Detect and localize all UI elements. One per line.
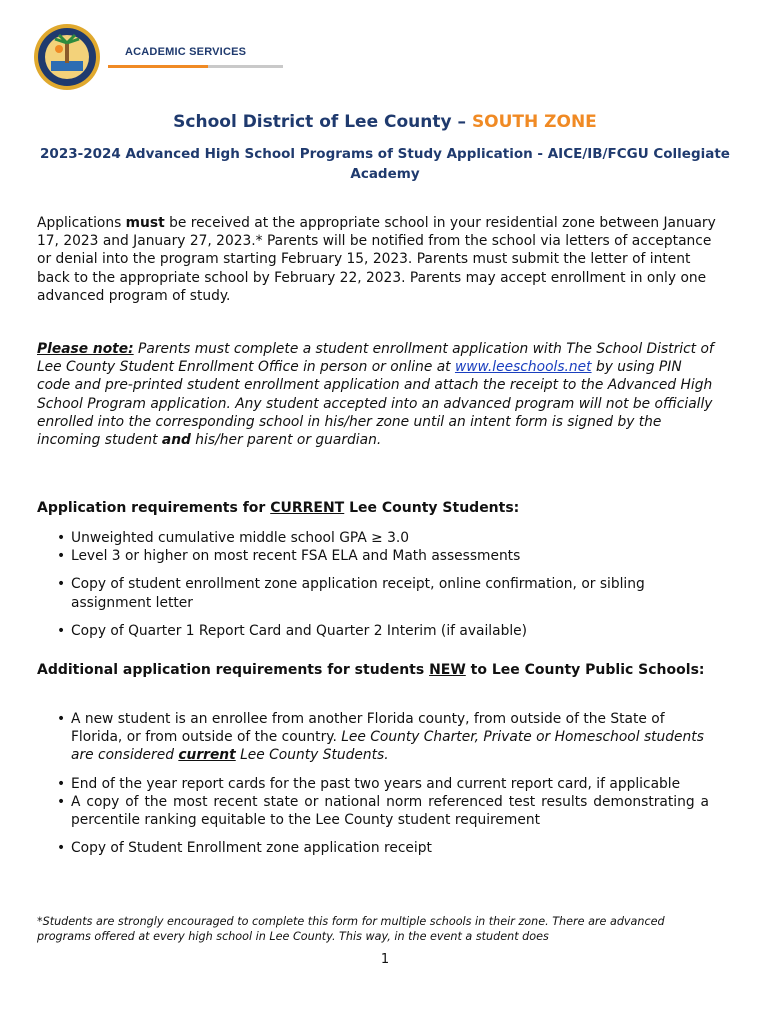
- note-label: Please note:: [37, 341, 134, 357]
- list-item: • Copy of Quarter 1 Report Card and Quarter 2 Interim (if available): [37, 622, 709, 640]
- footnote: *Students are strongly encouraged to complete this form for multiple schools in their zone. There are advanced programs offered at every high school in Lee County. This way, in the event a student does: [37, 915, 665, 943]
- list-item: • Copy of student enrollment zone application receipt, online confirmation, or sibling assignment letter: [37, 575, 709, 611]
- title-zone: SOUTH ZONE: [471, 112, 597, 132]
- list-item: • A copy of the most recent state or national norm referenced test results demonstrating a percentile ranking equitable to the Lee County student requirement: [37, 793, 709, 829]
- leeschools-link[interactable]: www.leeschools.net: [454, 359, 592, 376]
- page-number: 1: [380, 952, 390, 967]
- list-item: • End of the year report cards for the past two years and current report card, if applicable: [37, 775, 709, 793]
- header: [30, 20, 270, 95]
- list-item: • A new student is an enrollee from another Florida county, from outside of the State of Florida, or from outside of the country. Lee County Charter, Private or Homeschool students are considered current Lee County Students.: [37, 710, 709, 765]
- new-requirements-list: [37, 710, 709, 857]
- page-subtitle: 2023-2024 Advanced High School Programs of Study Application - AICE/IB/FCGU Collegiate Academy: [40, 146, 730, 182]
- current-students-heading: Application requirements for CURRENT Lee County Students:: [37, 500, 520, 516]
- note-paragraph: Please note: Parents must complete a student enrollment application with The School District of Lee County Student Enrollment Office in person or online at www.leeschools.net by using PIN code and pre-printed student enrollment application and attach the receipt to the Advanced High School Program application. Any student accepted into an advanced program will not be officially enrolled into the corresponding school in his/her zone until an intent form is signed by the incoming student and his/her parent or guardian.: [37, 341, 714, 449]
- list-item: • Copy of Student Enrollment zone application receipt: [37, 839, 709, 857]
- district-seal-logo: [33, 23, 101, 91]
- list-item: • Level 3 or higher on most recent FSA ELA and Math assessments: [37, 547, 709, 565]
- current-requirements-list: [37, 529, 709, 640]
- academic-services-title: ACADEMIC SERVICES: [125, 46, 247, 58]
- title-district: School District of Lee County –: [173, 112, 472, 132]
- list-item: • Unweighted cumulative middle school GPA ≥ 3.0: [37, 529, 709, 547]
- page-title: [0, 112, 770, 132]
- intro-paragraph: Applications must be received at the appropriate school in your residential zone between January 17, 2023 and January 27, 2023.* Parents will be notified from the school via letters of acceptance or denial into the program starting February 15, 2023. Parents must submit the letter of intent back to the appropriate school by February 22, 2023. Parents may accept enrollment in only one advanced program of study.: [37, 215, 716, 304]
- header-divider: [108, 65, 283, 68]
- new-students-heading: Additional application requirements for students NEW to Lee County Public Schools:: [37, 662, 705, 678]
